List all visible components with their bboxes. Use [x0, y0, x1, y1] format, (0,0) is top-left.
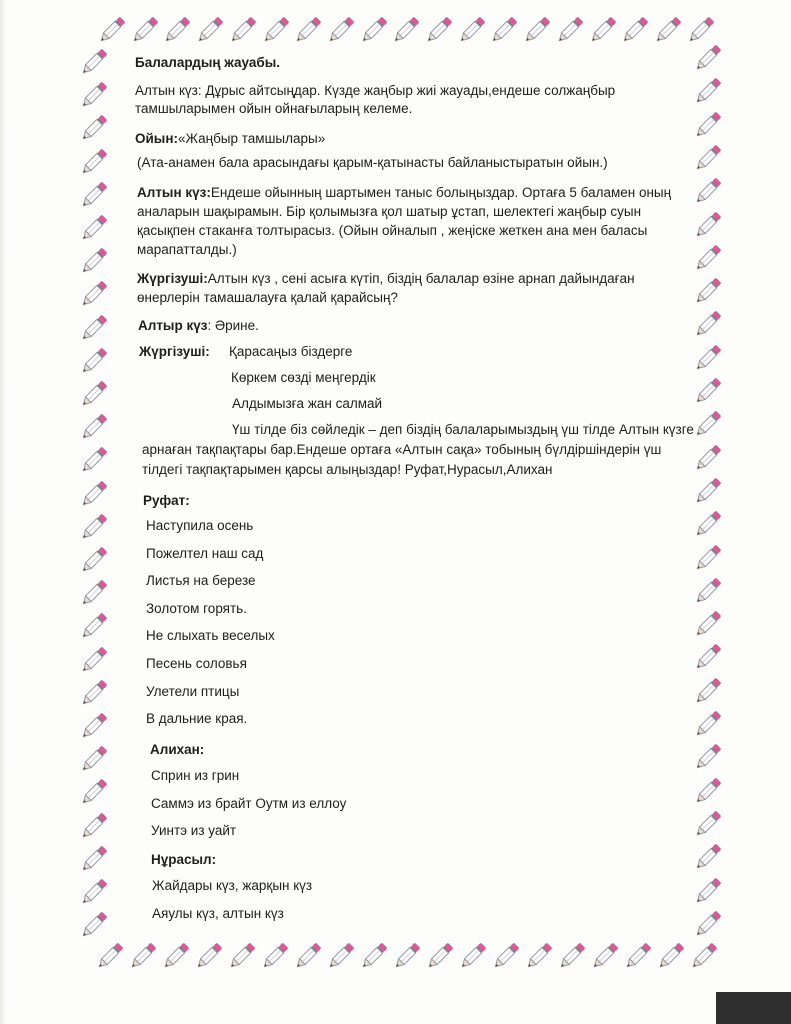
pencil-icon [455, 938, 491, 974]
pencil-icon [585, 12, 621, 48]
pencil-icon [690, 306, 726, 342]
game-line [135, 130, 325, 147]
pencil-icon [690, 107, 726, 143]
pencil-icon [690, 207, 726, 243]
poem-line: Саммэ из брайт Оутм из еллоу [151, 795, 347, 811]
paragraph-line: Үш тілде біз сөйледік – деп біздің балаларымыздың үш тілде Алтын күзге [232, 422, 694, 437]
pencil-icon [258, 12, 294, 48]
paragraph-line: қасықпен стаканға толтырасыз. (Ойын ойналып , жеңіске жеткен ана мен баласы [137, 223, 648, 238]
pencil-icon [388, 12, 424, 48]
pencil-icon [76, 741, 112, 777]
pencil-icon [554, 938, 590, 974]
paragraph-line: арнаған тақпақтары бар.Ендеше ортаға «Алтын сақа» тобының бүлдіршіндерін үш [142, 442, 662, 457]
heading: Балалардың жауабы. [135, 55, 280, 70]
pencil-icon [290, 12, 326, 48]
poem-line: Жайдары күз, жарқын күз [152, 878, 313, 893]
speaker-text: : Әрине. [207, 318, 259, 333]
pencil-icon [76, 44, 112, 80]
pencil-icon [650, 12, 686, 48]
pencil-icon [76, 509, 112, 545]
pencil-icon [690, 440, 726, 476]
pencil-icon [653, 938, 689, 974]
paragraph-line: Алтын күз: Дұрыс айтсыңдар. Күзде жаңбыр жиі жауады,ендеше солжаңбыр [135, 83, 616, 98]
pencil-icon [690, 706, 726, 742]
speaker-label: Алтыр күз [138, 318, 208, 333]
pencil-icon [76, 243, 112, 279]
paragraph-line: тамшыларымен ойын ойнағыларың келеме. [135, 101, 413, 116]
pencil-icon [690, 673, 726, 709]
alikhan-label: Алихан: [150, 742, 205, 757]
poem-line: Улетели птицы [146, 683, 240, 699]
pencil-icon [76, 77, 112, 113]
pencil-icon [690, 73, 726, 109]
pencil-icon [76, 774, 112, 810]
pencil-icon [76, 708, 112, 744]
nurasyl-label: Нұрасыл: [151, 852, 217, 867]
pencil-icon [690, 173, 726, 209]
pencil-icon [94, 12, 130, 48]
pencil-icon [76, 675, 112, 711]
pencil-icon [617, 12, 653, 48]
poem-line: Сприн из грин [151, 768, 240, 783]
pencil-icon [421, 12, 457, 48]
pencil-icon [323, 12, 359, 48]
poem-line: Наступила осень [146, 518, 254, 533]
pencil-icon [76, 476, 112, 512]
poem-line: Аяулы күз, алтын күз [152, 906, 284, 921]
pencil-icon [690, 773, 726, 809]
game-label: Ойын: [135, 131, 178, 146]
scan-edge-shadow [0, 0, 6, 1024]
pencil-icon [76, 608, 112, 644]
pencil-icon [690, 906, 726, 942]
pencil-icon [76, 808, 112, 844]
pencil-icon [76, 642, 112, 678]
pencil-icon [690, 506, 726, 542]
speaker-text: Ендеше ойынның шартымен таныс болыңыздар. Ортаға 5 баламен оның [210, 185, 672, 200]
poem-line: Алдымызға жан салмай [232, 396, 383, 411]
pencil-icon [76, 276, 112, 312]
pencil-icon [225, 12, 261, 48]
pencil-icon [76, 110, 112, 146]
paragraph-line [138, 317, 259, 334]
poem-line: Көркем сөзді меңгердік [231, 370, 376, 385]
pencil-icon [76, 210, 112, 246]
pencil-icon [690, 340, 726, 376]
pencil-icon [76, 841, 112, 877]
paragraph-line: марапатталды.) [137, 242, 237, 257]
paragraph-line: аналарын шақырамын. Бір қолымызға қол шатыр ұстап, шелектегі жаңбыр суын [137, 204, 642, 219]
pencil-icon [454, 12, 490, 48]
pencil-icon [587, 938, 623, 974]
poem-line: Песень соловья [146, 656, 247, 671]
pencil-icon [76, 177, 112, 213]
pencil-icon [690, 373, 726, 409]
pencil-icon [356, 12, 392, 48]
pencil-icon [690, 473, 726, 509]
pencil-icon [158, 938, 194, 974]
pencil-icon [521, 938, 557, 974]
game-note: (Ата-анамен бала арасындағы қарым-қатынасты байланыстыратын ойын.) [137, 155, 608, 170]
pencil-icon [690, 140, 726, 176]
pencil-icon [690, 406, 726, 442]
speaker-label: Жүргізуші: [139, 344, 210, 359]
scan-corner-mark [716, 992, 791, 1024]
pencil-icon [76, 144, 112, 180]
paragraph-line [139, 343, 210, 360]
pencil-icon [690, 540, 726, 576]
pencil-icon [690, 573, 726, 609]
pencil-icon [690, 839, 726, 875]
pencil-icon [290, 938, 326, 974]
pencil-icon [192, 12, 228, 48]
game-title: «Жаңбыр тамшылары» [177, 131, 326, 146]
pencil-icon [620, 938, 656, 974]
pencil-icon [224, 938, 260, 974]
pencil-icon [486, 12, 522, 48]
pencil-icon [690, 40, 726, 76]
pencil-icon [690, 739, 726, 775]
paragraph-line: өнерлерін тамашалауға қалай қарайсың? [137, 290, 398, 305]
rufat-label: Руфат: [143, 493, 190, 508]
pencil-icon [76, 376, 112, 412]
poem-line: Листья на березе [146, 573, 256, 589]
pencil-icon [76, 343, 112, 379]
poem-line: Золотом горять. [146, 600, 247, 616]
paragraph-line [137, 184, 671, 201]
pencil-icon [125, 938, 161, 974]
speaker-label: Алтын күз: [137, 185, 211, 200]
pencil-icon [686, 938, 722, 974]
poem-line: Уинтэ из уайт [151, 823, 237, 838]
pencil-icon [127, 12, 163, 48]
pencil-icon [519, 12, 555, 48]
pencil-icon [690, 606, 726, 642]
speaker-text: Алтын күз , сені асыға күтіп, біздің балалар өзіне арнап дайындаған [207, 271, 635, 286]
pencil-icon [690, 639, 726, 675]
pencil-icon [76, 409, 112, 445]
pencil-icon [257, 938, 293, 974]
pencil-icon [191, 938, 227, 974]
poem-line: Қарасаңыз біздерге [229, 344, 353, 359]
poem-line: В дальние края. [146, 711, 248, 727]
pencil-icon [690, 273, 726, 309]
pencil-icon [690, 873, 726, 909]
speaker-label: Жүргізуші: [137, 271, 208, 286]
pencil-icon [488, 938, 524, 974]
pencil-icon [76, 907, 112, 943]
pencil-icon [690, 240, 726, 276]
pencil-icon [92, 938, 128, 974]
poem-line: Не слыхать веселых [146, 628, 275, 644]
pencil-icon [76, 442, 112, 478]
pencil-icon [76, 575, 112, 611]
paragraph-line [137, 270, 635, 287]
pencil-icon [389, 938, 425, 974]
pencil-icon [76, 542, 112, 578]
poem-line: Пожелтел наш сад [146, 545, 264, 561]
pencil-icon [159, 12, 195, 48]
pencil-icon [76, 310, 112, 346]
pencil-icon [76, 874, 112, 910]
pencil-icon [690, 806, 726, 842]
pencil-icon [323, 938, 359, 974]
paragraph-line: тілдегі тақпақтарымен қарсы алыңыздар! Руфат,Нурасыл,Алихан [142, 462, 553, 477]
pencil-icon [356, 938, 392, 974]
pencil-icon [552, 12, 588, 48]
pencil-icon [422, 938, 458, 974]
